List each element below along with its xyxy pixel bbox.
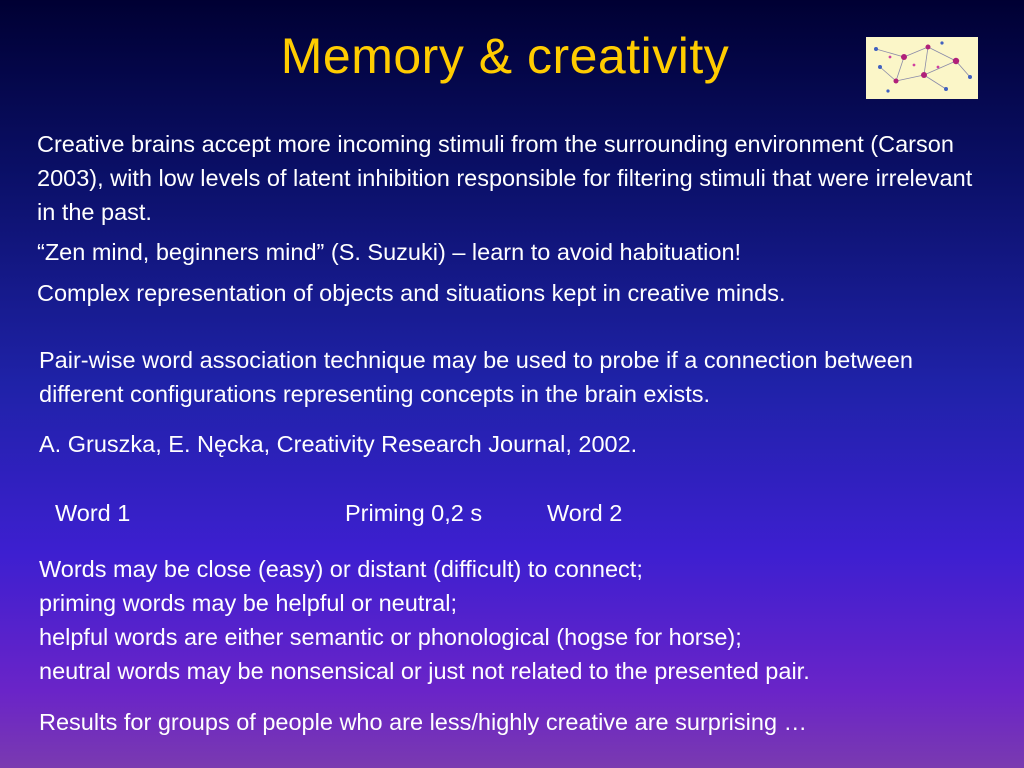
sequence-priming: Priming 0,2 s — [345, 500, 483, 526]
paragraph-creative-brains: Creative brains accept more incoming stimuli from the surrounding environment (Carson 2003), with low levels of latent inhibition responsible for filtering stimuli that were irrelevant in the past. — [37, 131, 973, 225]
paragraph-word-types: Words may be close (easy) or distant (difficult) to connect; priming words may be helpful or neutral; helpful words are either semantic or phonological (hogse for horse); neutral words may be nonsensical or just not related to the presented pair. — [39, 556, 810, 684]
slide-title: Memory & creativity — [280, 28, 730, 84]
paragraph-results: Results for groups of people who are less/highly creative are surprising … — [39, 709, 808, 735]
sequence-word-2: Word 2 — [547, 500, 623, 526]
citation: A. Gruszka, E. Nęcka, Creativity Research Journal, 2002. — [39, 431, 638, 457]
neural-network-diagram-image — [866, 37, 978, 99]
paragraph-zen-mind: “Zen mind, beginners mind” (S. Suzuki) – learn to avoid habituation! — [37, 239, 742, 265]
paragraph-pair-wise-technique: Pair-wise word association technique may be used to probe if a connection between different configurations representing concepts in the brain exists. — [39, 347, 913, 407]
paragraph-complex-representation: Complex representation of objects and situations kept in creative minds. — [37, 280, 786, 306]
sequence-word-1: Word 1 — [55, 500, 131, 526]
